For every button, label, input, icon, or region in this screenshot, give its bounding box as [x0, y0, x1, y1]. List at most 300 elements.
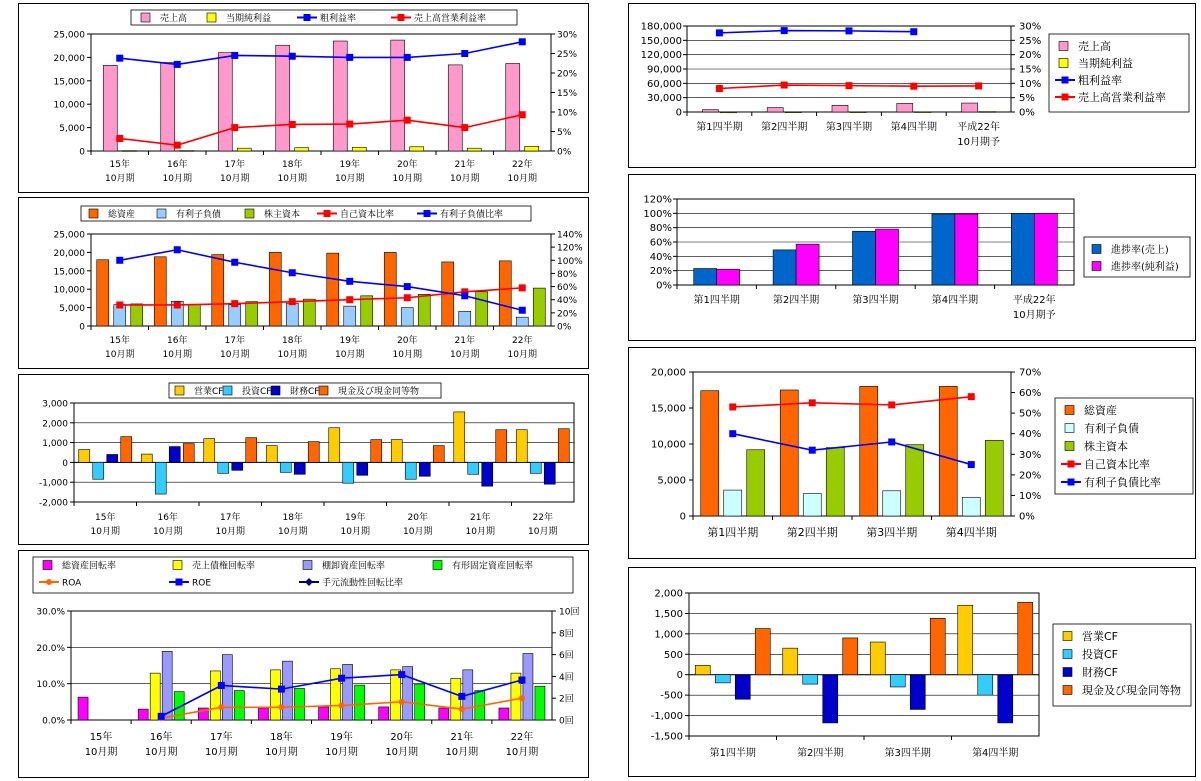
x-tick-label: 16年 [149, 732, 173, 743]
bar [355, 685, 365, 720]
bar [303, 299, 315, 326]
bar [405, 462, 416, 479]
bar [448, 65, 462, 151]
x-tick-label-line2: 10月期 [507, 350, 537, 360]
bar [843, 638, 858, 675]
bar [155, 462, 166, 494]
y-tick-label: 15,000 [651, 403, 686, 415]
y2-tick-label: 25% [1019, 35, 1042, 47]
bar [850, 112, 866, 113]
x-tick-label: 21年 [454, 160, 475, 170]
bar [823, 675, 838, 723]
bar [853, 231, 876, 285]
bar [343, 664, 353, 720]
y2-tick-label: 2回 [559, 694, 574, 705]
y-tick-label: 5,000 [59, 304, 85, 315]
x-tick-label-line2: 10月期 [340, 527, 370, 537]
legend-label: 総資産回転率 [62, 561, 117, 572]
x-tick-label: 18年 [282, 336, 303, 346]
legend-swatch [207, 13, 216, 22]
chart-panel-5 [628, 3, 1196, 168]
legend-label: 財務CF [1082, 666, 1119, 680]
data-point [519, 38, 526, 45]
y2-tick-label: 30% [1019, 449, 1042, 461]
legend-label: 進捗率(純利益) [1111, 261, 1179, 273]
bar [533, 288, 545, 326]
x-tick-label: 19年 [345, 513, 366, 523]
legend-label: 株主資本 [1084, 440, 1128, 454]
data-point [461, 124, 468, 131]
x-tick-label-line2: 10月期 [153, 527, 183, 537]
data-point [404, 117, 411, 124]
x-tick-label: 第1四半期 [696, 122, 743, 133]
y-tick-label: 3,000 [42, 399, 68, 410]
data-point [116, 301, 123, 308]
y2-tick-label: 15% [1019, 64, 1042, 76]
bar [391, 440, 402, 463]
x-tick-label-line2: 10月期予 [1012, 310, 1056, 321]
y-tick-label: 25,000 [53, 30, 85, 41]
x-tick-label-line2: 10月期 [162, 174, 192, 184]
bar [755, 629, 770, 675]
data-point [519, 111, 526, 118]
legend-swatch [1065, 406, 1074, 415]
bar [410, 147, 424, 151]
bar [169, 447, 180, 463]
x-tick-label: 第4四半期 [890, 122, 937, 133]
x-tick-label-line2: 10月期 [84, 747, 118, 758]
x-tick-label: 第1四半期 [707, 526, 759, 539]
legend-marker [1062, 94, 1069, 101]
y-tick-label: 120% [643, 194, 672, 206]
x-tick-label: 15年 [95, 513, 116, 523]
legend-label: ROE [192, 578, 212, 589]
bar [266, 446, 277, 463]
legend-swatch [141, 13, 150, 22]
y-tick-label: 20,000 [651, 367, 686, 379]
data-point [461, 292, 468, 299]
legend-marker [324, 210, 331, 217]
legend-swatch [157, 209, 166, 218]
legend-swatch [271, 386, 280, 395]
legend [1084, 237, 1190, 277]
chart-c6 [629, 175, 1195, 340]
x-tick-label: 21年 [454, 336, 475, 346]
legend-label: 営業CF [194, 386, 224, 397]
bar [767, 108, 783, 112]
y2-tick-label: 15% [557, 89, 578, 99]
bar [418, 294, 430, 326]
x-tick-label: 17年 [209, 732, 233, 743]
y-tick-label: 30.0% [36, 607, 65, 618]
y-tick-label: 0 [676, 670, 683, 682]
bar [525, 146, 539, 151]
bar [343, 462, 354, 483]
y2-tick-label: 20% [557, 69, 578, 80]
data-point [519, 695, 525, 701]
legend-swatch [433, 561, 442, 570]
bars [702, 103, 995, 113]
legend-marker [46, 579, 52, 585]
chart-c3 [19, 375, 588, 544]
y-tick-label: -1,000 [38, 478, 68, 489]
data-point [231, 52, 238, 59]
y2-tick-label: 10% [1019, 490, 1042, 502]
bar [286, 303, 298, 326]
legend-swatch [89, 209, 98, 218]
y-tick-label: 100% [643, 208, 672, 220]
y2-tick-label: 4回 [559, 672, 574, 683]
y2-tick-label: 0% [557, 322, 572, 333]
data-point [231, 124, 238, 131]
x-tick-label: 16年 [167, 160, 188, 170]
chart-panel-2 [18, 197, 589, 369]
bar [218, 53, 232, 151]
data-point [174, 61, 181, 68]
y-tick-label: 0 [679, 511, 686, 523]
legend-swatch [245, 209, 254, 218]
bar [154, 257, 166, 326]
bar [212, 255, 224, 326]
x-tick-label-line2: 10月期予 [957, 137, 1000, 148]
x-tick-label: 22年 [512, 336, 533, 346]
bar [327, 253, 339, 326]
legend-label: 粗利益率 [320, 13, 357, 24]
bar [141, 454, 152, 462]
bar [308, 442, 319, 463]
legend-swatch [319, 386, 328, 395]
x-tick-label: 平成22年 [957, 122, 1000, 133]
bars [694, 213, 1058, 285]
bar [295, 148, 309, 151]
x-tick-label: 第1四半期 [693, 295, 740, 306]
bar [361, 296, 373, 326]
y-tick-label: 30,000 [647, 93, 682, 105]
legend-swatch [223, 386, 232, 395]
y2-tick-label: 25% [557, 50, 578, 60]
bar [747, 450, 765, 516]
y-tick-label: 180,000 [640, 21, 682, 33]
bars [78, 651, 545, 720]
y2-tick-label: 10回 [559, 607, 580, 618]
bar [530, 462, 541, 473]
bar [803, 675, 818, 684]
bar [876, 229, 899, 285]
bar [695, 665, 710, 674]
bar [229, 305, 241, 326]
bar [270, 670, 280, 720]
bar [138, 709, 148, 720]
x-tick-label: 18年 [282, 160, 303, 170]
y-tick-label: 0 [79, 147, 85, 158]
bar [329, 428, 340, 463]
bars [695, 602, 1033, 723]
legend [169, 383, 441, 398]
y-tick-label: 1,000 [654, 629, 683, 641]
bar [499, 261, 511, 326]
x-tick-label: 19年 [339, 336, 360, 346]
y-tick-label: 0 [79, 322, 85, 333]
y-tick-label: -2,000 [38, 498, 68, 509]
x-tick-label: 第3四半期 [884, 748, 931, 759]
data-point [461, 50, 468, 57]
y2-tick-label: 70% [1019, 367, 1042, 379]
x-tick-label-line2: 10月期 [403, 527, 433, 537]
bar [344, 306, 356, 326]
x-tick-label: 第4四半期 [931, 295, 979, 306]
bar [939, 386, 957, 516]
y-tick-label: 500 [663, 649, 683, 661]
bar [720, 112, 736, 113]
x-tick-label: 16年 [167, 336, 188, 346]
x-tick-label: 第4四半期 [972, 748, 1019, 759]
data-point [458, 693, 465, 700]
bar [523, 654, 533, 720]
bar [558, 429, 569, 463]
chart-panel-1 [18, 3, 589, 193]
y-tick-label: -1,000 [650, 711, 683, 723]
x-tick-label: 第3四半期 [866, 526, 918, 539]
data-point [346, 54, 353, 61]
bar [962, 497, 980, 516]
bar [499, 708, 509, 720]
data-point [729, 430, 736, 437]
data-point [289, 121, 296, 128]
legend-label: 有形固定資産回転率 [452, 561, 534, 572]
y-tick-label: 150,000 [640, 35, 682, 47]
y2-tick-label: 20% [1019, 470, 1042, 482]
bar [79, 450, 90, 463]
bar [978, 675, 993, 695]
legend-swatch [173, 561, 182, 570]
bar [454, 412, 465, 462]
lines [116, 246, 526, 313]
x-tick-label: 15年 [109, 336, 130, 346]
y2-tick-label: 30% [1019, 21, 1042, 33]
legend-label: 有利子負債 [176, 209, 222, 220]
legend-marker [1068, 461, 1075, 468]
data-point [174, 246, 181, 253]
bar [319, 707, 329, 720]
legend-label: 現金及び現金同等物 [1082, 684, 1181, 698]
bar [516, 430, 527, 463]
x-tick-label: 20年 [397, 336, 418, 346]
legend-swatch [175, 386, 184, 395]
x-tick-label-line2: 10月期 [265, 747, 298, 758]
legend [1055, 398, 1193, 494]
bar [103, 65, 117, 151]
y2-tick-label: 10% [1019, 78, 1042, 90]
data-point [846, 82, 853, 89]
y2-tick-label: 80% [557, 269, 578, 280]
bar [897, 103, 913, 112]
bar [379, 707, 389, 720]
bar [433, 446, 444, 463]
chart-c5 [629, 4, 1195, 167]
data-point [231, 300, 238, 307]
bar [218, 462, 229, 473]
bar [246, 302, 258, 326]
x-tick-label-line2: 10月期 [335, 174, 365, 184]
x-tick-label: 第2四半期 [786, 526, 838, 539]
bar [232, 462, 243, 470]
legend-label: 株主資本 [264, 209, 301, 220]
bar [715, 675, 730, 683]
y2-tick-label: 0% [1019, 511, 1035, 523]
data-point [116, 135, 123, 142]
y2-tick-label: 30% [557, 30, 578, 41]
x-tick-label-line2: 10月期 [277, 174, 307, 184]
x-tick-label-line2: 10月期 [277, 350, 307, 360]
legend-swatch [1059, 59, 1068, 68]
bar [419, 462, 430, 476]
bar [1011, 213, 1034, 285]
x-tick-label-line2: 10月期 [90, 527, 120, 537]
y-tick-label: 15,000 [53, 77, 85, 88]
y-tick-label: 10,000 [53, 100, 85, 111]
bar [180, 151, 194, 152]
y2-tick-label: 0回 [559, 716, 574, 727]
x-tick-label: 第2四半期 [772, 295, 820, 306]
legend-label: 売上高営業利益率 [414, 13, 487, 24]
x-tick-label: 17年 [224, 160, 245, 170]
plot-area [689, 593, 1039, 736]
legend-label: 当期純利益 [226, 13, 272, 24]
data-point [910, 83, 917, 90]
bar [258, 708, 268, 720]
data-point [218, 704, 224, 710]
y2-tick-label: 0% [1019, 107, 1035, 119]
x-tick-label: 19年 [330, 732, 353, 743]
lines [729, 393, 975, 468]
bar [1034, 213, 1057, 285]
axes [54, 31, 578, 185]
x-tick-label-line2: 10月期 [325, 747, 358, 758]
legend-marker [424, 210, 431, 217]
x-tick-label-line2: 10月期 [505, 747, 539, 758]
y-tick-label: 120,000 [640, 50, 682, 62]
bar [930, 618, 945, 674]
legend-swatch [1065, 424, 1074, 433]
bar [210, 671, 220, 720]
legend-swatch [1092, 245, 1101, 254]
legend [1049, 34, 1189, 112]
legend-swatch [1092, 262, 1101, 271]
bar [980, 112, 996, 113]
y-tick-label: 20,000 [53, 248, 85, 259]
y-tick-label: 2,000 [654, 588, 683, 600]
bar [985, 440, 1003, 516]
bar [122, 151, 136, 152]
data-point [116, 55, 123, 62]
data-point [116, 257, 123, 264]
legend-swatch [1065, 442, 1074, 451]
x-tick-label-line2: 10月期 [335, 350, 365, 360]
bar [496, 430, 507, 463]
axes [36, 607, 579, 759]
y2-tick-label: 100% [557, 256, 583, 267]
legend [1053, 624, 1191, 706]
bar [783, 648, 798, 675]
chart-panel-6 [628, 174, 1196, 341]
bar [161, 63, 175, 151]
bar [97, 260, 109, 326]
x-tick-label-line2: 10月期 [507, 174, 537, 184]
y-tick-label: 1,500 [654, 608, 683, 620]
x-tick-label: 15年 [89, 732, 113, 743]
legend-swatch [1063, 650, 1072, 659]
y-tick-label: 20,000 [53, 53, 85, 64]
legend-label: 有利子負債比率 [440, 209, 504, 220]
data-point [346, 121, 353, 128]
y-tick-label: 10.0% [36, 680, 65, 691]
chart-panel-4 [18, 550, 589, 778]
bar [294, 462, 305, 474]
x-tick-label: 20年 [390, 732, 414, 743]
x-tick-label: 17年 [220, 513, 241, 523]
x-tick-label: 20年 [407, 513, 428, 523]
bar [468, 462, 479, 474]
y2-tick-label: 5% [557, 128, 572, 138]
x-tick-label-line2: 10月期 [220, 350, 250, 360]
data-point [346, 296, 353, 303]
bar [773, 250, 796, 285]
legend-label: 財務CF [290, 386, 320, 397]
x-tick-label: 20年 [397, 160, 418, 170]
x-tick-label: 16年 [157, 513, 178, 523]
bar [890, 675, 905, 687]
bar [516, 317, 528, 326]
chart-panel-7 [628, 347, 1196, 559]
x-tick-label-line2: 10月期 [162, 350, 192, 360]
legend-marker [176, 579, 183, 586]
data-point [404, 54, 411, 61]
bar [955, 214, 978, 285]
chart-c8 [629, 568, 1195, 776]
bar [803, 494, 821, 516]
data-point [174, 301, 181, 308]
bar [832, 105, 848, 112]
chart-c2 [19, 198, 588, 368]
legend-label: 有利子負債比率 [1084, 476, 1161, 490]
x-tick-label-line2: 10月期 [204, 747, 238, 758]
legend-label: 営業CF [1082, 630, 1119, 644]
data-point [781, 27, 788, 34]
data-point [289, 298, 296, 305]
bar [352, 147, 366, 151]
data-point [339, 702, 345, 708]
y2-tick-label: 40% [1019, 429, 1042, 441]
chart-c7 [629, 348, 1195, 558]
bar [506, 63, 520, 151]
x-tick-label-line2: 10月期 [528, 527, 558, 537]
x-tick-label: 21年 [450, 732, 474, 743]
bar [294, 688, 304, 720]
data-point [888, 401, 895, 408]
y-tick-label: 15,000 [53, 267, 85, 278]
data-point [781, 82, 788, 89]
y2-tick-label: 20% [557, 309, 578, 320]
x-tick-label-line2: 10月期 [278, 527, 308, 537]
y-tick-label: 60,000 [647, 78, 682, 90]
bar [415, 684, 425, 720]
y2-tick-label: 20% [1019, 50, 1042, 62]
legend-swatch [1059, 42, 1068, 51]
y-tick-label: 80% [649, 223, 672, 235]
bar [482, 462, 493, 486]
y-tick-label: 40% [649, 251, 672, 263]
data-point [174, 142, 181, 149]
